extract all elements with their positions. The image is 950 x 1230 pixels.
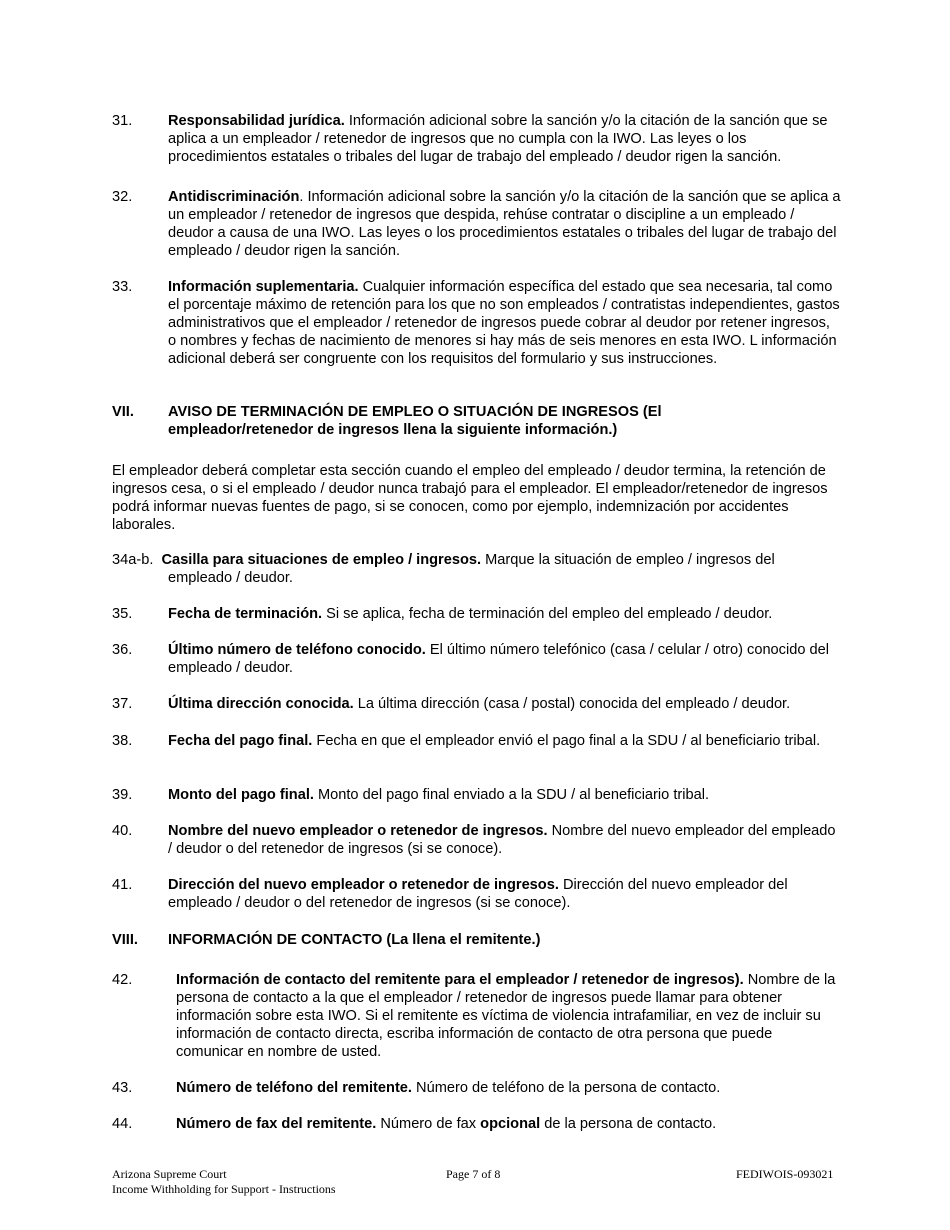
item-number: 34a-b. [112, 552, 154, 568]
item-body [168, 278, 842, 368]
footer-left [112, 1167, 336, 1197]
item-body [168, 641, 842, 677]
item-text: Fecha en que el empleador envió el pago final a la SDU / al beneficiario tribal. [312, 733, 821, 749]
item-31 [112, 112, 842, 166]
item-44 [112, 1115, 842, 1133]
item-body [168, 112, 842, 166]
footer-page-number: Page 7 of 8 [446, 1167, 501, 1181]
item-title: Número de teléfono del remitente. [176, 1080, 412, 1096]
item-text: Marque la situación de empleo / ingresos del [481, 552, 775, 568]
item-emphasis: opcional [480, 1116, 541, 1132]
item-text: Número de fax [376, 1116, 481, 1132]
item-body [168, 786, 842, 804]
item-body [168, 732, 842, 750]
item-body [168, 876, 842, 912]
item-first-line [112, 551, 842, 569]
item-body [176, 1115, 842, 1133]
item-number: 42. [112, 972, 133, 988]
item-34a-b [112, 551, 842, 587]
item-text: Nombre del nuevo empleador del empleado / deudor o del retenedor de ingresos (si se conoce). [168, 823, 836, 857]
item-38 [112, 732, 842, 750]
item-33 [112, 278, 842, 368]
item-number: 35. [112, 606, 133, 622]
item-title: Antidiscriminación [168, 189, 300, 205]
item-title: Número de fax del remitente. [176, 1116, 377, 1132]
section-title-line: empleador/retenedor de ingresos llena la siguiente información.) [168, 422, 618, 438]
item-number: 40. [112, 823, 133, 839]
footer-court-name: Arizona Supreme Court [112, 1167, 227, 1181]
item-36 [112, 641, 842, 677]
item-body [176, 971, 842, 1061]
section-7-heading [112, 403, 842, 439]
section-title: INFORMACIÓN DE CONTACTO (La llena el remitente.) [168, 932, 541, 948]
item-body [168, 605, 842, 623]
item-number: 39. [112, 787, 133, 803]
item-number: 31. [112, 113, 133, 129]
item-title: Nombre del nuevo empleador o retenedor de ingresos. [168, 823, 548, 839]
item-body [176, 1079, 842, 1097]
item-number: 37. [112, 696, 133, 712]
item-text-continued: empleado / deudor. [168, 570, 293, 586]
item-text: Dirección del nuevo empleador del empleado / deudor o del retenedor de ingresos (si se conoce). [168, 877, 788, 911]
item-number: 38. [112, 733, 133, 749]
section-title [168, 403, 842, 439]
item-40 [112, 822, 842, 858]
item-number: 32. [112, 189, 133, 205]
section-8-heading [112, 931, 842, 949]
item-text: Número de teléfono de la persona de contacto. [411, 1080, 721, 1096]
item-title: Fecha de terminación. [168, 606, 323, 622]
item-text: . Información adicional sobre la sanción y/o la citación de la sanción que se aplica a un empleador / retenedor de ingresos que despida, rehúse contratar o discipline a un empleado / deudor a causa de una IWO. Las leyes o los procedimientos estatales o tribales del lugar de trabajo del empleado / deudor rigen la sanción. [168, 189, 841, 259]
footer-form-code: FEDIWOIS-093021 [736, 1167, 834, 1181]
section-number: VIII. [112, 932, 138, 948]
item-number: 36. [112, 642, 133, 658]
item-32 [112, 188, 842, 260]
item-43 [112, 1079, 842, 1097]
item-text: Cualquier información específica del estado que sea necesaria, tal como el porcentaje máximo de retención para los que no son empleados / contratistas independientes, gastos administrativos que el empleador / retenedor de ingresos puede cobrar al deudor por retener ingresos, o nombres y fechas de nacimiento de menores si hay más de seis menores en esta IWO. L información adicional deberá ser congruente con los requisitos del formulario y sus instrucciones. [168, 279, 840, 367]
item-body [168, 822, 842, 858]
item-text: Nombre de la persona de contacto a la que el empleador / retenedor de ingresos puede llamar para obtener información sobre esta IWO. Si el remitente es víctima de violencia intrafamiliar, en vez de incluir su información de contacto directa, escriba información de contacto de otra persona que puede comunicar en nombre de usted. [176, 972, 836, 1060]
item-title: Monto del pago final. [168, 787, 314, 803]
item-title: Responsabilidad jurídica. [168, 113, 345, 129]
item-number: 43. [112, 1080, 133, 1096]
item-number: 33. [112, 279, 133, 295]
item-title: Casilla para situaciones de empleo / ingresos. [161, 552, 482, 568]
item-42 [112, 971, 842, 1061]
section-7-intro: El empleador deberá completar esta sección cuando el empleo del empleado / deudor termina, la retención de ingresos cesa, o si el empleado / deudor nunca trabajó para el empleador. El empleador/retenedor de ingresos podrá informar nuevas fuentes de pago, si se conocen, como por ejemplo, indemnización por accidentes laborales. [112, 463, 828, 533]
item-title: Información suplementaria. [168, 279, 359, 295]
section-number: VII. [112, 404, 134, 420]
item-title: Información de contacto del remitente para el empleador / retenedor de ingresos). [176, 972, 744, 988]
section-title-line: AVISO DE TERMINACIÓN DE EMPLEO O SITUACIÓN DE INGRESOS (El [168, 404, 662, 420]
item-text: Si se aplica, fecha de terminación del empleo del empleado / deudor. [322, 606, 773, 622]
footer-document-title: Income Withholding for Support - Instructions [112, 1182, 336, 1196]
item-text: Monto del pago final enviado a la SDU / al beneficiario tribal. [313, 787, 710, 803]
item-text: Información adicional sobre la sanción y/o la citación de la sanción que se aplica a un empleador / retenedor de ingresos que no cumpla con la IWO. Las leyes o los procedimientos estatales o tribales del lugar de trabajo del empleado / deudor rigen la sanción. [168, 113, 828, 165]
item-37 [112, 695, 842, 713]
item-text: El último número telefónico (casa / celular / otro) conocido del empleado / deudor. [168, 642, 829, 676]
item-text: La última dirección (casa / postal) conocida del empleado / deudor. [353, 696, 791, 712]
item-title: Dirección del nuevo empleador o retenedor de ingresos. [168, 877, 559, 893]
item-number: 41. [112, 877, 133, 893]
item-39 [112, 786, 842, 804]
item-41 [112, 876, 842, 912]
item-text: de la persona de contacto. [540, 1116, 717, 1132]
item-35 [112, 605, 842, 623]
item-title: Fecha del pago final. [168, 733, 313, 749]
item-title: Última dirección conocida. [168, 696, 354, 712]
item-number: 44. [112, 1116, 133, 1132]
item-body [168, 695, 842, 713]
item-body [168, 188, 842, 260]
item-title: Último número de teléfono conocido. [168, 642, 426, 658]
